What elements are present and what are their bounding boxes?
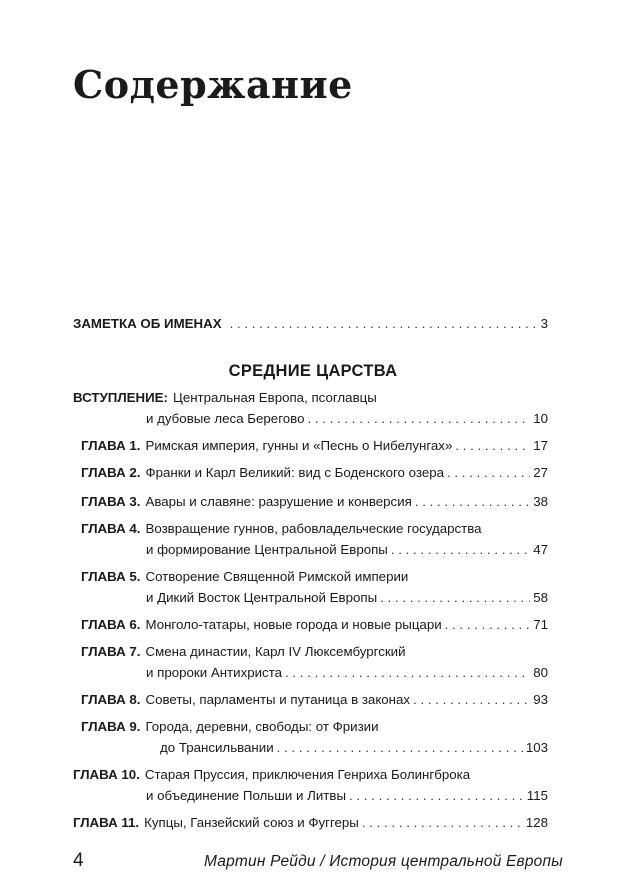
- leader-dots: [380, 590, 530, 605]
- toc-entry-chapter[interactable]: [81, 465, 548, 480]
- toc-entry-label: ГЛАВА 4.: [81, 521, 141, 536]
- toc-entry-title: Советы, парламенты и путаница в законах: [145, 692, 411, 707]
- toc-entry-title: Смена династии, Карл IV Люксембургский: [145, 644, 406, 659]
- toc-entry-chapter-cont[interactable]: [146, 788, 548, 803]
- toc-entry-chapter[interactable]: [81, 692, 548, 707]
- section-heading: СРЕДНИЕ ЦАРСТВА: [228, 362, 398, 380]
- toc-page-number: 80: [533, 665, 548, 680]
- toc-entry-title: Центральная Европа, псоглавцы: [172, 390, 377, 405]
- toc-entry-label: ГЛАВА 11.: [73, 815, 140, 830]
- toc-page-number: 3: [540, 316, 548, 331]
- leader-dots: [447, 465, 530, 480]
- toc-entry-chapter[interactable]: [81, 719, 379, 734]
- leader-dots: [349, 788, 524, 803]
- toc-entry-chapter[interactable]: [73, 767, 470, 782]
- toc-entry-title: Старая Пруссия, приключения Генриха Болингброка: [144, 767, 471, 782]
- toc-page-number: 103: [525, 740, 548, 755]
- toc-entry-title: Города, деревни, свободы: от Фризии: [145, 719, 379, 734]
- toc-page-number: 38: [533, 494, 548, 509]
- toc-entry-label: ВСТУПЛЕНИЕ:: [73, 390, 168, 405]
- leader-dots: [413, 692, 530, 707]
- leader-dots: [445, 617, 531, 632]
- toc-entry-label: ГЛАВА 1.: [81, 438, 141, 453]
- toc-entry-label: ГЛАВА 8.: [81, 692, 141, 707]
- toc-entry-title: Авары и славяне: разрушение и конверсия: [145, 494, 412, 509]
- toc-entry-label: ГЛАВА 6.: [81, 617, 141, 632]
- toc-entry-chapter[interactable]: [81, 617, 548, 632]
- toc-entry-chapter[interactable]: [73, 815, 548, 830]
- toc-entry-intro-cont[interactable]: [146, 411, 548, 426]
- leader-dots: [391, 542, 530, 557]
- toc-entry-title: и пророки Антихриста: [146, 665, 283, 680]
- toc-entry-title: и формирование Центральной Европы: [146, 542, 388, 557]
- toc-entry-title: и Дикий Восток Центральной Европы: [146, 590, 378, 605]
- toc-entry-title: и объединение Польши и Литвы: [146, 788, 347, 803]
- leader-dots: [362, 815, 523, 830]
- toc-entry-chapter[interactable]: [81, 569, 408, 584]
- leader-dots: [230, 316, 538, 331]
- toc-page-number: 115: [526, 788, 548, 803]
- leader-dots: [307, 411, 530, 426]
- toc-entry-chapter[interactable]: [81, 494, 548, 509]
- toc-entry-chapter-cont[interactable]: [146, 590, 548, 605]
- leader-dots: [277, 740, 523, 755]
- toc-entry-chapter-cont[interactable]: [146, 665, 548, 680]
- toc-entry-label: ГЛАВА 2.: [81, 465, 141, 480]
- leader-dots: [455, 438, 530, 453]
- toc-page-number: 93: [533, 692, 548, 707]
- leader-dots: [415, 494, 530, 509]
- toc-page-number: 71: [533, 617, 548, 632]
- toc-entry-title: Возвращение гуннов, рабовладельческие государства: [145, 521, 482, 536]
- toc-entry-note[interactable]: [73, 316, 548, 331]
- toc-page-number: 58: [533, 590, 548, 605]
- toc-page-number: 47: [533, 542, 548, 557]
- toc-entry-label: ГЛАВА 9.: [81, 719, 141, 734]
- leader-dots: [285, 665, 530, 680]
- footer-page-number: 4: [73, 850, 84, 871]
- toc-entry-label: ГЛАВА 3.: [81, 494, 141, 509]
- toc-page-number: 27: [533, 465, 548, 480]
- page-title: Содержание: [73, 62, 353, 107]
- toc-entry-chapter-cont[interactable]: [160, 740, 548, 755]
- toc-entry-title: и дубовые леса Берегово: [146, 411, 305, 426]
- toc-entry-chapter-cont[interactable]: [146, 542, 548, 557]
- toc-entry-title: до Трансильвании: [160, 740, 274, 755]
- toc-entry-title: Франки и Карл Великий: вид с Боденского озера: [145, 465, 445, 480]
- toc-entry-chapter[interactable]: [81, 644, 406, 659]
- toc-entry-chapter[interactable]: [81, 438, 548, 453]
- toc-entry-title: Монголо-татары, новые города и новые рыцари: [145, 617, 442, 632]
- toc-page-number: 10: [533, 411, 548, 426]
- toc-entry-label: ГЛАВА 5.: [81, 569, 141, 584]
- toc-entry-label: ГЛАВА 10.: [73, 767, 140, 782]
- running-title: Мартин Рейди / История центральной Европы: [204, 853, 563, 870]
- toc-entry-title: Сотворение Священной Римской империи: [145, 569, 409, 584]
- toc-entry-title: Купцы, Ганзейский союз и Фуггеры: [144, 815, 359, 830]
- toc-entry-chapter[interactable]: [81, 521, 482, 536]
- toc-entry-intro[interactable]: [73, 390, 377, 405]
- toc-entry-label: ГЛАВА 7.: [81, 644, 141, 659]
- toc-page-number: 128: [525, 815, 548, 830]
- toc-entry-label: ЗАМЕТКА ОБ ИМЕНАХ: [73, 316, 222, 331]
- toc-page-number: 17: [533, 438, 548, 453]
- toc-entry-title: Римская империя, гунны и «Песнь о Нибелунгах»: [145, 438, 453, 453]
